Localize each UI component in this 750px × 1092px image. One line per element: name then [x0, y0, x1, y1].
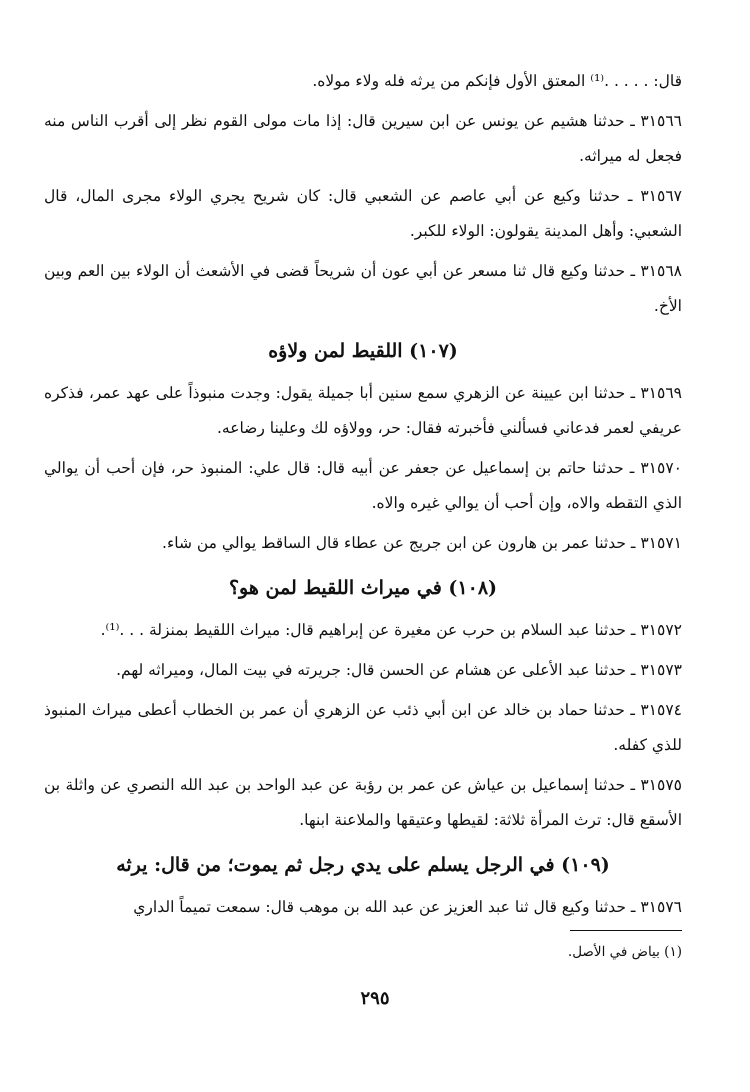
hadith-31572: ٣١٥٧٢ ـ حدثنا عبد السلام بن حرب عن مغيرة عن إبراهيم قال: ميراث اللقيط بمنزلة . . .⁽¹⁾.: [100, 621, 682, 639]
hadith-31570: ٣١٥٧٠ ـ حدثنا حاتم بن إسماعيل عن جعفر عن أبيه قال: قال علي: المنبوذ حر، فإن أحب أن يوالي الذي التقطه والاه، وإن أحب أن يوالي غيره والاه.: [44, 459, 682, 512]
chapter-heading-109: (١٠٩) في الرجل يسلم على يدي رجل ثم يموت؛ من قال: يرثه: [116, 854, 610, 876]
hadith-31568: ٣١٥٦٨ ـ حدثنا وكيع قال ثنا مسعر عن أبي عون أن شريحاً قضى في الأشعث أن الولاء بين العم وبين الأخ.: [44, 262, 682, 315]
hadith-31576: ٣١٥٧٦ ـ حدثنا وكيع قال ثنا عبد العزيز عن عبد الله بن موهب قال: سمعت تميماً الداري: [133, 898, 682, 916]
hadith-31574: ٣١٥٧٤ ـ حدثنا حماد بن خالد عن ابن أبي ذئب عن الزهري أن عمر بن الخطاب أعطى ميراث المنبوذ للذي كفله.: [44, 701, 682, 754]
paragraph-continuation: قال: . . . . .⁽¹⁾ المعتق الأول فإنكم من يرثه فله ولاء مولاه.: [312, 72, 682, 90]
chapter-heading-108: (١٠٨) في ميراث اللقيط لمن هو؟: [228, 577, 498, 599]
footnote-divider: [570, 930, 682, 931]
hadith-31569: ٣١٥٦٩ ـ حدثنا ابن عيينة عن الزهري سمع سنين أبا جميلة يقول: وجدت منبوذاً على عهد عمر، فذكره عريفي لعمر فدعاني فسألني فأخبرته فقال: حر، وولاؤه لك وعلينا رضاعه.: [44, 384, 682, 437]
page-number: ٢٩٥: [360, 988, 390, 1009]
hadith-31567: ٣١٥٦٧ ـ حدثنا وكيع عن أبي عاصم عن الشعبي قال: كان شريح يجري الولاء مجرى المال، قال الشعبي: وأهل المدينة يقولون: الولاء للكبر.: [44, 187, 682, 240]
hadith-31566: ٣١٥٦٦ ـ حدثنا هشيم عن يونس عن ابن سيرين قال: إذا مات مولى القوم نظر إلى أقرب الناس منه فجعل له ميراثه.: [44, 112, 682, 165]
hadith-31571: ٣١٥٧١ ـ حدثنا عمر بن هارون عن ابن جريج عن عطاء قال الساقط يوالي من شاء.: [162, 534, 682, 552]
chapter-heading-107: (١٠٧) اللقيط لمن ولاؤه: [268, 340, 458, 362]
hadith-31575: ٣١٥٧٥ ـ حدثنا إسماعيل بن عياش عن عمر بن رؤبة عن عبد الواحد بن عبد الله النصري عن واثلة بن الأسقع قال: ترث المرأة ثلاثة: لقيطها وعتيقها والملاعنة ابنها.: [44, 776, 682, 829]
hadith-31573: ٣١٥٧٣ ـ حدثنا عبد الأعلى عن هشام عن الحسن قال: جريرته في بيت المال، وميراثه لهم.: [116, 661, 682, 679]
page-body: [44, 64, 682, 930]
footnote: (١) بياض في الأصل.: [567, 944, 682, 960]
